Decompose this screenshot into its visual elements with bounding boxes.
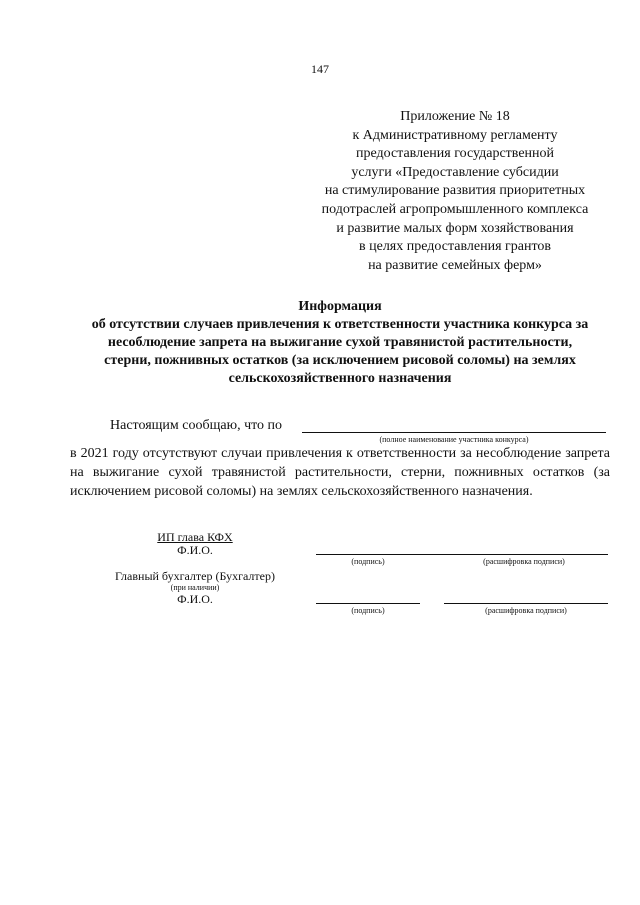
- accountant-signature-line[interactable]: [316, 603, 420, 604]
- title-line: об отсутствии случаев привлечения к ответственности участника конкурса за: [91, 317, 589, 332]
- appendix-line: Приложение № 18: [400, 109, 510, 124]
- appendix-line: на стимулирование развития приоритетных: [324, 183, 586, 199]
- appendix-line: подотраслей агропромышленного комплекса: [321, 201, 589, 217]
- appendix-line: на развитие семейных ферм»: [368, 257, 542, 273]
- participant-name-field[interactable]: [302, 432, 606, 433]
- accountant-signature-hint: (подпись): [351, 606, 385, 615]
- head-signature-hint: (подпись): [351, 557, 385, 566]
- appendix-line: услуги «Предоставление субсидии: [351, 164, 559, 180]
- accountant-note: (при наличии): [170, 583, 220, 592]
- head-role-label: ИП глава КФХ: [157, 530, 233, 544]
- appendix-line: предоставления государственной: [355, 146, 555, 162]
- body-paragraph: в 2021 году отсутствуют случаи привлечения к ответственности за несоблюдение запрета на выжигание сухой травянистой растительности, стерни, пожнивных остатков (за исключением рисовой соломы) на землях сельскохозяйственного назначения.: [70, 446, 610, 499]
- title-line: несоблюдение запрета на выжигание сухой травянистой растительности,: [107, 335, 573, 350]
- head-signature-line[interactable]: [316, 554, 608, 555]
- head-fio-label: Ф.И.О.: [177, 543, 213, 557]
- title-heading: Информация: [298, 299, 382, 314]
- accountant-decode-hint: (расшифровка подписи): [485, 606, 567, 615]
- appendix-line: к Административному регламенту: [352, 127, 558, 143]
- title-line: сельскохозяйственного назначения: [228, 371, 452, 386]
- accountant-role-label: Главный бухгалтер (Бухгалтер): [115, 569, 275, 583]
- appendix-line: и развитие малых форм хозяйствования: [336, 220, 574, 236]
- title-line: стерни, пожнивных остатков (за исключением рисовой соломы) на землях: [104, 353, 576, 368]
- page-number: 147: [311, 62, 329, 76]
- document-title: [60, 298, 620, 388]
- accountant-fio-label: Ф.И.О.: [177, 592, 213, 606]
- accountant-decode-line[interactable]: [444, 603, 608, 604]
- intro-text: Настоящим сообщаю, что по: [110, 418, 283, 433]
- head-decode-hint: (расшифровка подписи): [483, 557, 565, 566]
- participant-name-hint: (полное наименование участника конкурса): [379, 435, 529, 444]
- appendix-line: в целях предоставления грантов: [359, 239, 551, 255]
- appendix-block: [300, 108, 610, 275]
